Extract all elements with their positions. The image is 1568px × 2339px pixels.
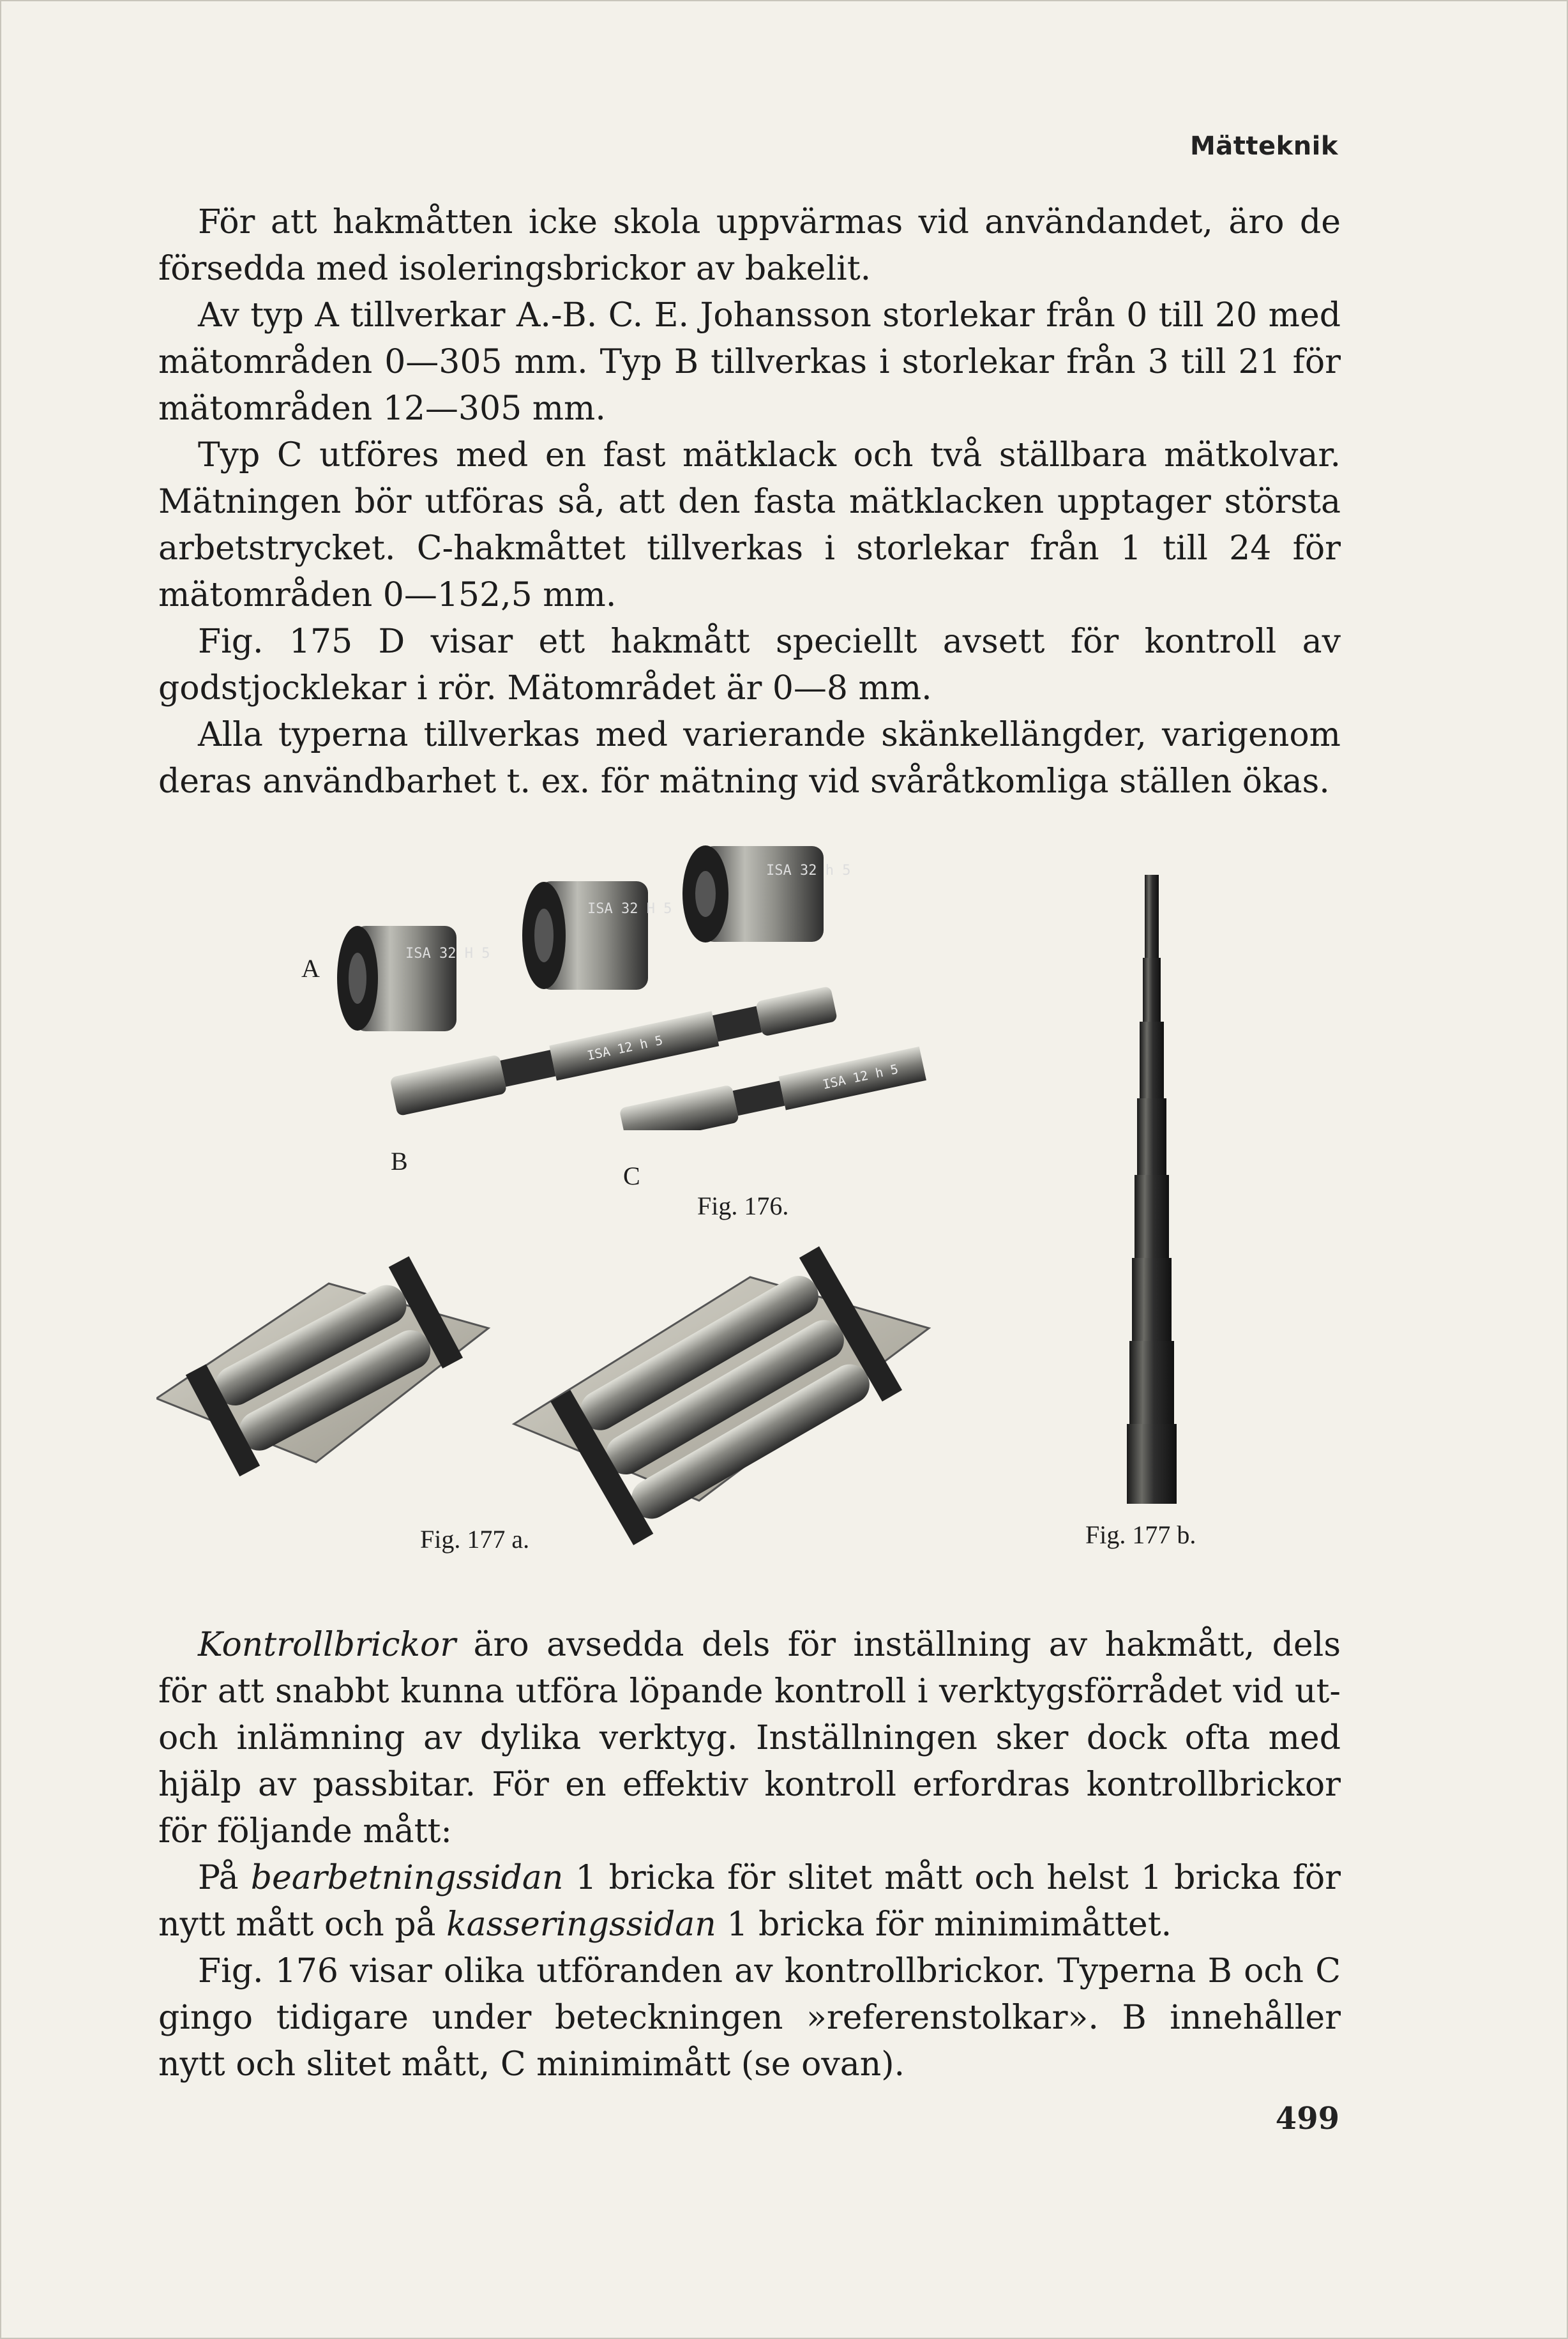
ring-marking: ISA 32 h 5	[766, 863, 851, 879]
paragraph-text: 1 bricka för slitet mått och helst 1 bricka för nytt mått och på	[158, 1859, 1341, 1944]
paragraph: Typ C utföres med en fast mätklack och två ställbara mätkolvar. Mätningen bör utföras så, att den fasta mätklacken upptager största arbetstrycket. C-hakmåttet tillverkas i storlekar från 1 till 24 för mätområden 0—152,5 mm.	[158, 436, 1341, 614]
fig176-photo	[319, 830, 945, 1130]
fig176-label-b: B	[391, 1147, 408, 1176]
ring-marking: ISA 32 H 5	[405, 946, 490, 962]
paragraph: Alla typerna tillverkas med varierande skänkellängder, varigenom deras användbarhet t. ex. för mätning vid svåråtkomliga ställen ökas.	[158, 716, 1341, 801]
paragraph	[158, 1855, 1341, 1948]
top-text	[158, 199, 1341, 805]
paragraph-text: På	[198, 1859, 251, 1897]
paragraph: För att hakmåtten icke skola uppvärmas vid användandet, äro de försedda med isoleringsbrickor av bakelit.	[158, 203, 1341, 288]
plug-marking: ISA 12 h 5	[821, 1061, 900, 1093]
term: Kontrollbrickor	[198, 1626, 456, 1664]
paragraph-text: 1 bricka för minimimåttet.	[716, 1905, 1172, 1944]
ring-marking: ISA 32 H 5	[587, 901, 672, 917]
paragraph: Fig. 176 visar olika utföranden av kontrollbrickor. Typerna B och C gingo tidigare under beteckningen »referenstolkar». B innehåller nytt och slitet mått, C minimimått (se ovan).	[158, 1952, 1341, 2084]
fig177a-photo	[156, 1232, 961, 1545]
ring-gauge	[337, 926, 490, 1031]
fig177b-photo	[1120, 875, 1184, 1507]
fig176-label-a: A	[301, 954, 320, 983]
fig176-label-c: C	[623, 1162, 640, 1190]
page-number: 499	[1275, 2101, 1339, 2137]
plug-marking: ISA 12 h 5	[585, 1032, 665, 1064]
paragraph: Fig. 175 D visar ett hakmått speciellt avsett för kontroll av godstjocklekar i rör. Mätområdet är 0—8 mm.	[158, 623, 1341, 708]
term: bearbetningssidan	[250, 1859, 564, 1897]
fig176-caption: Fig. 176.	[697, 1192, 789, 1220]
ring-gauge	[682, 845, 850, 942]
term: kasseringssidan	[446, 1905, 716, 1944]
paragraph: Av typ A tillverkar A.-B. C. E. Johansson storlekar från 0 till 20 med mätområden 0—305 mm. Typ B tillverkas i storlekar från 3 till 21 för mätområden 12—305 mm.	[158, 296, 1341, 428]
roller-stand	[514, 1246, 929, 1545]
roller-stand	[156, 1256, 488, 1476]
ring-gauge	[522, 881, 672, 990]
paragraph	[158, 1622, 1341, 1855]
paragraph-text: äro avsedda dels för inställning av hakmått, dels för att snabbt kunna utföra löpande kontroll i verktygsförrådet vid ut- och inlämning av dylika verktyg. Inställningen sker dock ofta med hjälp av passbitar. För en effektiv kontroll erfordras kontrollbrickor för följande mått:	[158, 1626, 1341, 1851]
fig177a-caption: Fig. 177 a.	[420, 1525, 530, 1554]
bottom-text	[158, 1622, 1341, 2088]
fig177b-caption: Fig. 177 b.	[1085, 1520, 1196, 1549]
running-header: Mätteknik	[1189, 132, 1338, 161]
